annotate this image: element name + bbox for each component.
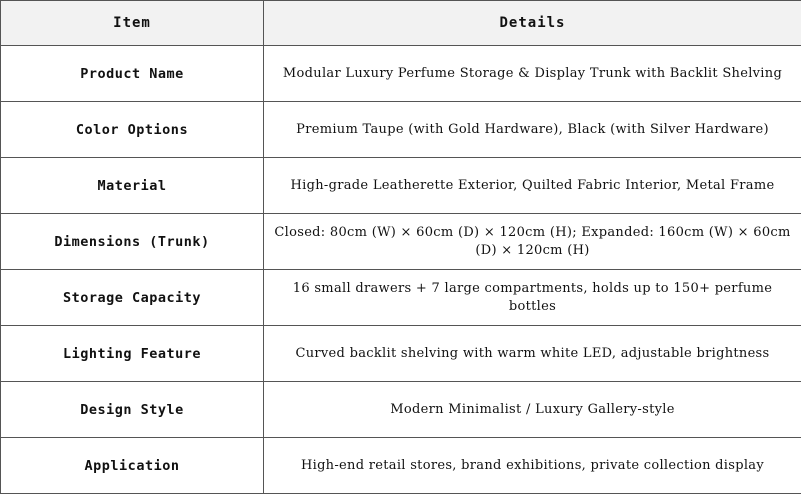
header-row bbox=[1, 1, 801, 46]
row-details: 16 small drawers + 7 large compartments, holds up to 150+ perfume bottles bbox=[264, 270, 801, 326]
table-header bbox=[1, 1, 801, 46]
table-row bbox=[1, 382, 801, 438]
row-item-label: Lighting Feature bbox=[1, 326, 264, 382]
row-item-label: Dimensions (Trunk) bbox=[1, 214, 264, 270]
table-row bbox=[1, 214, 801, 270]
table-row bbox=[1, 158, 801, 214]
header-item: Item bbox=[1, 1, 264, 46]
row-details: Premium Taupe (with Gold Hardware), Black (with Silver Hardware) bbox=[264, 102, 801, 158]
row-item-label: Color Options bbox=[1, 102, 264, 158]
header-details: Details bbox=[264, 1, 801, 46]
table-row bbox=[1, 46, 801, 102]
row-item-label: Storage Capacity bbox=[1, 270, 264, 326]
row-details: Modular Luxury Perfume Storage & Display Trunk with Backlit Shelving bbox=[264, 46, 801, 102]
table-body bbox=[1, 46, 801, 494]
table-row bbox=[1, 270, 801, 326]
row-details: Closed: 80cm (W) × 60cm (D) × 120cm (H); Expanded: 160cm (W) × 60cm (D) × 120cm (H) bbox=[264, 214, 801, 270]
row-item-label: Application bbox=[1, 438, 264, 494]
row-details: Modern Minimalist / Luxury Gallery-style bbox=[264, 382, 801, 438]
row-item-label: Material bbox=[1, 158, 264, 214]
row-details: High-grade Leatherette Exterior, Quilted Fabric Interior, Metal Frame bbox=[264, 158, 801, 214]
row-details: High-end retail stores, brand exhibitions, private collection display bbox=[264, 438, 801, 494]
table-row bbox=[1, 326, 801, 382]
row-details: Curved backlit shelving with warm white LED, adjustable brightness bbox=[264, 326, 801, 382]
table-row bbox=[1, 438, 801, 494]
row-item-label: Design Style bbox=[1, 382, 264, 438]
table-row bbox=[1, 102, 801, 158]
row-item-label: Product Name bbox=[1, 46, 264, 102]
